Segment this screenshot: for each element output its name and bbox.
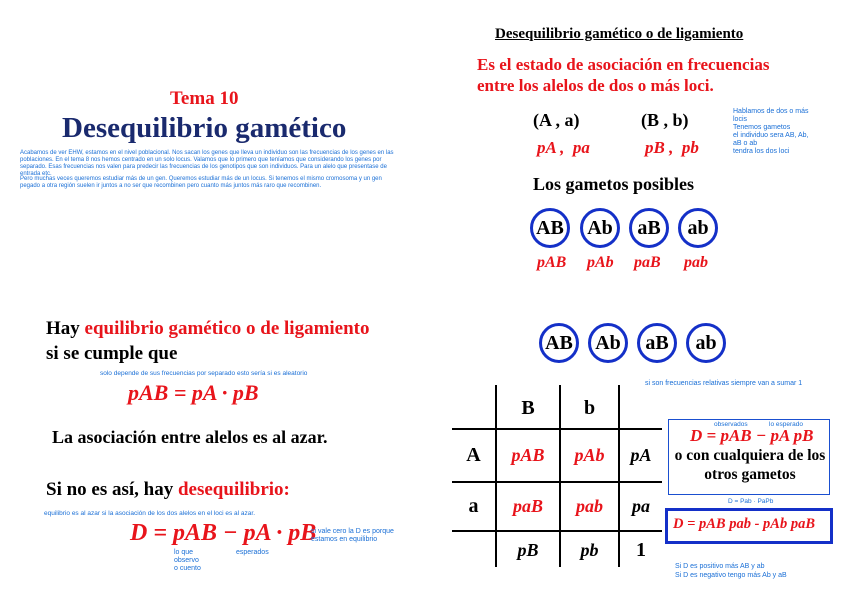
row-header-a: a [468,495,479,517]
slide2-heading: Desequilibrio gamético o de ligamiento [495,26,744,42]
pair-A-a: (A , a) [533,110,580,130]
box-text: o con cualquiera de los otros gametos [674,447,826,483]
D-formula: D = pAB − pA · pB [130,520,317,546]
slide3-azar: La asociación entre alelos es al azar. [52,427,328,447]
slide4-note-rel: si son frecuencias relativas siempre van a sumar 1 [645,380,803,387]
gamete-Ab-circle: Ab [580,208,620,248]
cell-total: 1 [636,538,646,561]
cell-pb: pb [580,539,599,560]
gamete-AB-circle-2: AB [539,323,579,363]
slide3-note-zero: si vale cero la D es porque estamos en equilibrio [311,528,394,543]
slide3-note-obs: lo que observo o cuento [174,549,201,572]
freq-A-a: pA , pa [537,138,590,157]
cell-pAB: pAB [511,445,545,465]
gamete-ab-circle: ab [678,208,718,248]
small-D-formula: D = Pab · PaPb [728,498,774,505]
freq-B-b: pB , pb [645,138,699,157]
freq-AB: pAB [537,254,567,271]
cell-pA: pA [630,445,652,465]
cell-pAb: pAb [574,445,605,465]
slide3-note-eq: equilibrio es al azar si la asociación de los dos alelos en el loci es al azar. [44,510,256,517]
box-note-esperado: lo esperado [769,421,803,428]
box-note-observados: observados [714,421,748,428]
slide3-disequilibrium: Si no es así, hay desequilibrio: [46,479,290,500]
gamete-ab-circle-2: ab [686,323,726,363]
box2-D-formula: D = pAB pab - pAb paB [673,516,815,532]
gametes-title: Los gametos posibles [533,174,695,194]
slide2-definition: Es el estado de asociación en frecuencias entre los alelos de dos o más loci. [477,55,770,95]
cell-paB: paB [512,496,543,516]
cell-pB: pB [517,539,539,560]
gamete-AB-circle: AB [530,208,570,248]
slide2-note: Hablamos de dos o más locis Tenemos gametos el individuo sera AB, Ab, aB o ab tendra los dos loci [733,108,809,155]
equilibrium-formula: pAB = pA · pB [128,380,259,405]
slide1-title: Desequilibrio gamético [62,112,347,144]
col-header-b: b [583,396,596,419]
freq-Ab: pAb [587,254,614,271]
slide3-line2: si se cumple que [46,343,178,364]
slide1-note-2: Pero muchas veces queremos estudiar más de un gen. Queremos estudiar más de un locus. Si tenemos el mismo cromosoma y un gen pegado a otra región suelen ir juntos a no ser que recombinen pero cuanto más juntos más raro que recombinen. [20,176,382,189]
cell-pab: pab [576,496,603,516]
gamete-aB-circle: aB [629,208,669,248]
slide3-note-esp: esperados [236,549,269,556]
tema-label: Tema 10 [170,88,239,109]
slide4-note-negative: Si D es negativo tengo más Ab y aB [675,572,787,579]
freq-aB: paB [634,254,661,271]
slide3-note-small: solo depende de sus frecuencias por separado esto sería si es aleatorio [100,370,308,377]
slide4-note-positive: Si D es positivo más AB y ab [675,563,765,570]
slide3-line1: Hay equilibrio gamético o de ligamiento [46,318,370,339]
pair-B-b: (B , b) [641,110,689,130]
freq-ab: pab [684,254,708,271]
slide1-note-1: Acabamos de ver EHW, estamos en el nivel poblacional. Nos sacan los genes que lleva un individuo son las frecuencias de los genes en las poblaciones. En el tema 8 nos hemos centrado en un solo locus. Valamos que lo primero que teníamos que considerando los genes por separado. Esas frecuencias nos valen para predecir las frecuencias de los genotipos que son individuos. Para un alelo que presentase de entrada etc. [20,150,394,177]
gamete-aB-circle-2: aB [637,323,677,363]
box-D-formula: D = pAB − pA pB [690,426,814,445]
cell-pa: pa [632,496,650,516]
row-header-A: A [466,444,481,466]
col-header-B: B [521,396,535,419]
gamete-Ab-circle-2: Ab [588,323,628,363]
